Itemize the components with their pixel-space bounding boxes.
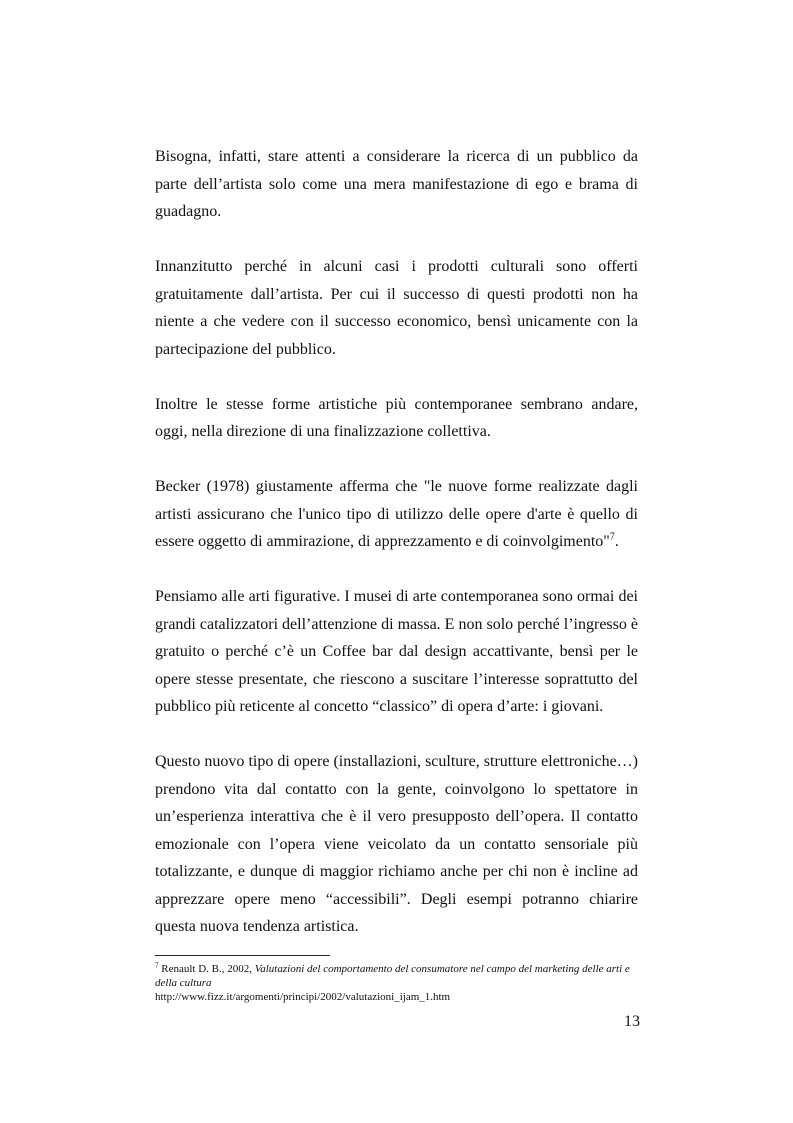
footnote-divider: [155, 955, 330, 956]
footnote-title: Valutazioni del comportamento del consumatore nel campo del marketing delle arti e della cultura: [155, 963, 630, 989]
paragraph-5: Pensiamo alle arti figurative. I musei di arte contemporanea sono ormai dei grandi catalizzatori dell’attenzione di massa. E non solo perché l’ingresso è gratuito o perché c’è un Coffee bar dal design accattivante, bensì per le opere stesse presentate, che riescono a suscitare l’interesse soprattutto del pubblico più reticente al concetto “classico” di opera d’arte: i giovani.: [155, 588, 638, 715]
page-number: 13: [624, 1013, 640, 1030]
footnote-url[interactable]: http://www.fizz.it/argomenti/principi/2002/valutazioni_ijam_1.htm: [155, 991, 451, 1003]
footnote: [155, 962, 645, 1004]
paragraph-4: [155, 473, 638, 556]
footnote-author: Renault D. B., 2002,: [161, 963, 255, 975]
paragraph-6: Questo nuovo tipo di opere (installazioni, sculture, strutture elettroniche…) prendono vita dal contatto con la gente, coinvolgono lo spettatore in un’esperienza interattiva che è il vero presupposto dell’opera. Il contatto emozionale con l’opera viene veicolato da un contatto sensoriale più totalizzante, e dunque di maggior richiamo anche per chi non è incline ad apprezzare opere meno “accessibili”. Degli esempi potranno chiarire questa nuova tendenza artistica.: [155, 753, 638, 935]
footnote-number: 7: [155, 961, 159, 970]
body-text: [155, 143, 638, 968]
footnote-reference[interactable]: 7: [609, 531, 615, 543]
paragraph-4-text: Becker (1978) giustamente afferma che "le nuove forme realizzate dagli artisti assicurano che l'unico tipo di utilizzo delle opere d'arte è quello di essere oggetto di ammirazione, di apprezzamento e di coinvolgimento": [155, 478, 638, 550]
paragraph-3: Inoltre le stesse forme artistiche più contemporanee sembrano andare, oggi, nella direzione di una finalizzazione collettiva.: [155, 395, 638, 440]
paragraph-4-end: .: [614, 533, 619, 550]
paragraph-2: Innanzitutto perché in alcuni casi i prodotti culturali sono offerti gratuitamente dall’artista. Per cui il successo di questi prodotti non ha niente a che vedere con il successo economico, bensì unicamente con la partecipazione del pubblico.: [155, 258, 638, 358]
paragraph-1: Bisogna, infatti, stare attenti a considerare la ricerca di un pubblico da parte dell’artista solo come una mera manifestazione di ego e brama di guadagno.: [155, 148, 638, 220]
